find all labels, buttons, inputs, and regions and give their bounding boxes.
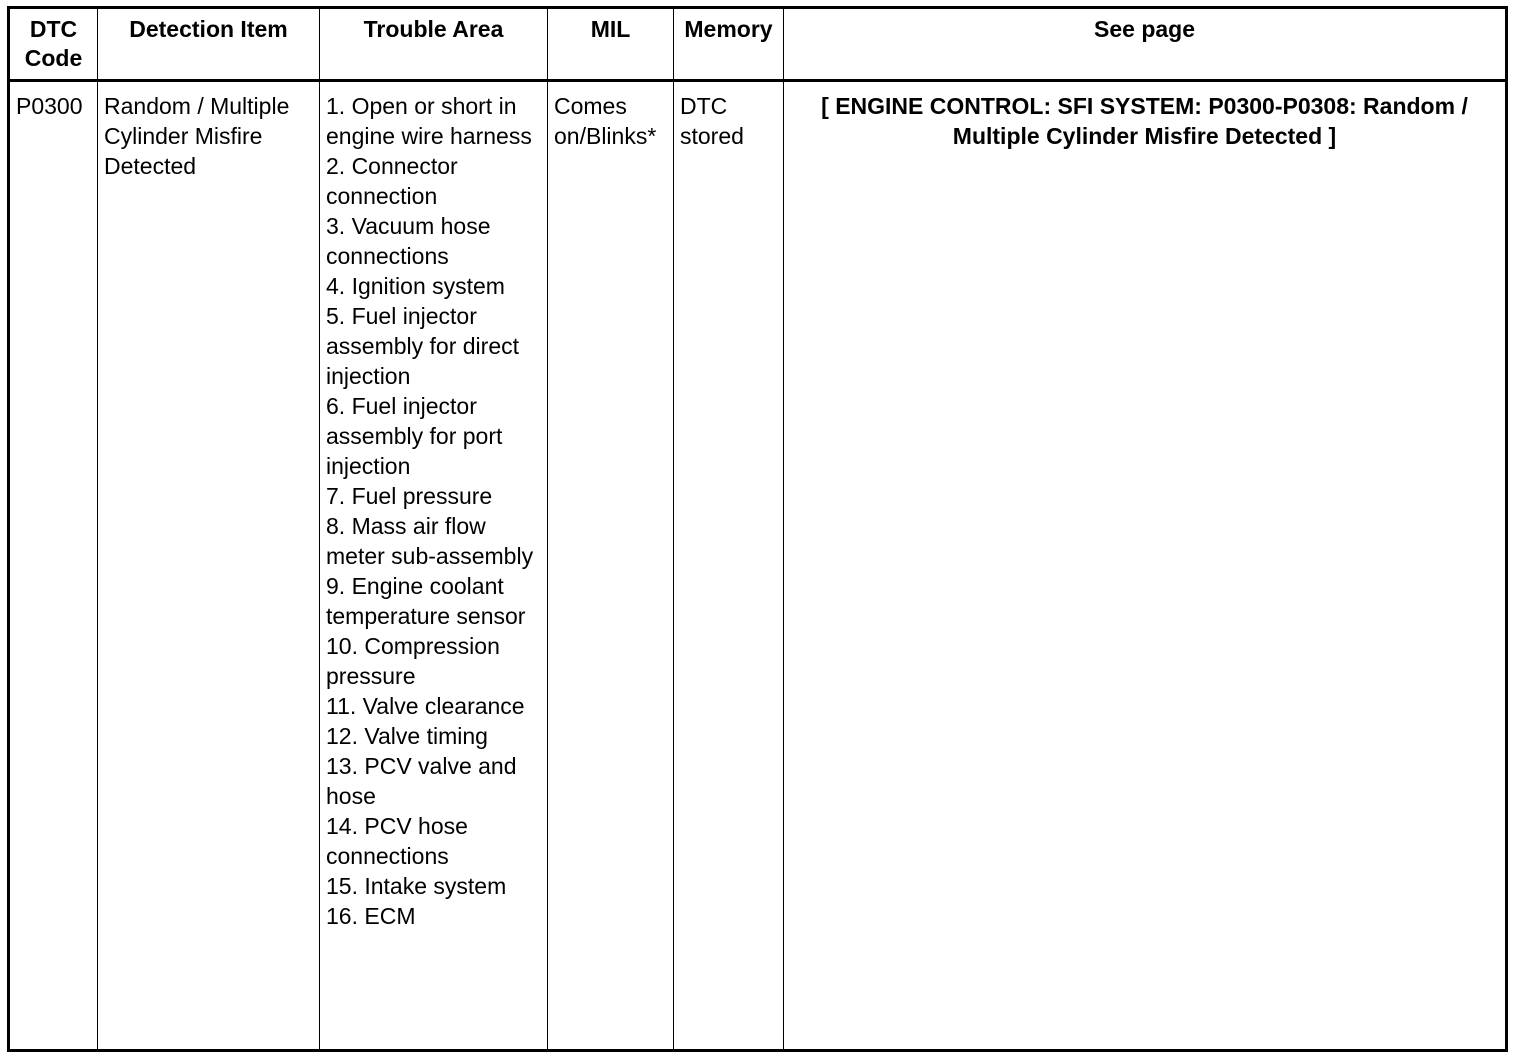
trouble-area-item: 4. Ignition system (326, 273, 505, 299)
cell-mil: Comes on/Blinks* (548, 81, 674, 1051)
cell-dtc-code: P0300 (9, 81, 98, 1051)
table-header-row (9, 8, 1507, 81)
dtc-table (7, 6, 1508, 1052)
trouble-area-item: 16. ECM (326, 903, 416, 929)
trouble-area-item: 9. Engine coolant temperature sensor (326, 573, 526, 629)
trouble-area-item: 14. PCV hose connections (326, 813, 468, 869)
header-dtc-code: DTC Code (9, 8, 98, 81)
header-memory: Memory (674, 8, 784, 81)
trouble-area-item: 8. Mass air flow meter sub-assembly (326, 513, 534, 569)
header-trouble-area: Trouble Area (320, 8, 548, 81)
cell-memory: DTC stored (674, 81, 784, 1051)
header-mil: MIL (548, 8, 674, 81)
trouble-area-item: 3. Vacuum hose connections (326, 213, 491, 269)
trouble-area-item: 10. Compression pressure (326, 633, 500, 689)
header-detection-item: Detection Item (98, 8, 320, 81)
trouble-area-item: 13. PCV valve and hose (326, 753, 517, 809)
table-row (9, 81, 1507, 1051)
trouble-area-item: 2. Connector connection (326, 153, 458, 209)
trouble-area-item: 12. Valve timing (326, 723, 488, 749)
trouble-area-item: 5. Fuel injector assembly for direct injection (326, 303, 520, 389)
cell-detection-item: Random / Multiple Cylinder Misfire Detected (98, 81, 320, 1051)
cell-trouble-area (320, 81, 548, 1051)
trouble-area-item: 1. Open or short in engine wire harness (326, 93, 532, 149)
trouble-area-item: 7. Fuel pressure (326, 483, 493, 509)
header-see-page: See page (784, 8, 1507, 81)
trouble-area-item: 11. Valve clearance (326, 693, 525, 719)
trouble-area-item: 15. Intake system (326, 873, 507, 899)
see-page-link[interactable]: [ ENGINE CONTROL: SFI SYSTEM: P0300-P0308: Random / Multiple Cylinder Misfire Detected ] (784, 81, 1507, 1051)
trouble-area-item: 6. Fuel injector assembly for port injection (326, 393, 503, 479)
